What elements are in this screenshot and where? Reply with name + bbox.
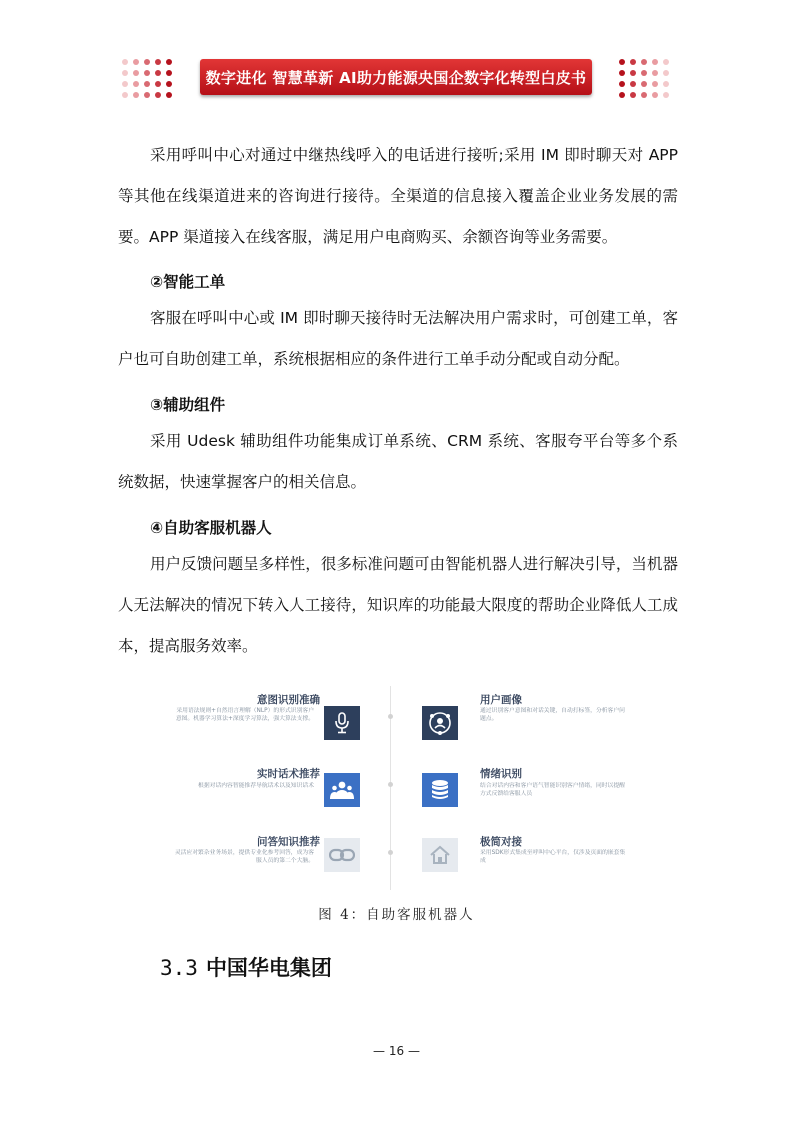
- decorative-dot: [619, 59, 625, 65]
- decorative-dot: [122, 70, 128, 76]
- figure-caption: 图 4：自助客服机器人: [318, 907, 475, 923]
- axis-dot: [388, 850, 393, 855]
- decorative-dot: [155, 81, 161, 87]
- decorative-dot: [630, 92, 636, 98]
- page-number: — 16 —: [373, 1044, 420, 1058]
- paragraph-aux-components: 采用 Udesk 辅助组件功能集成订单系统、CRM 系统、客服夸平台等多个系统数据，快速掌握客户的相关信息。: [118, 432, 678, 491]
- section-heading: [160, 952, 332, 982]
- decorative-dot: [133, 59, 139, 65]
- decorative-dot: [144, 92, 150, 98]
- paragraph-channels: 采用呼叫中心对通过中继热线呼入的电话进行接听;采用 IM 即时聊天对 APP 等其他在线渠道进来的咨询进行接待。全渠道的信息接入覆盖企业业务发展的需要。APP 渠道接入在线客服，满足用户电商购买、余额咨询等业务需要。: [118, 146, 678, 246]
- feature-icon-box-script: [324, 773, 360, 807]
- decorative-dots-left: [122, 59, 174, 100]
- feature-icon-box-intent: [324, 706, 360, 740]
- decorative-dot: [155, 70, 161, 76]
- header-banner: [200, 59, 592, 95]
- people-group-icon: [330, 780, 354, 800]
- decorative-dot: [166, 81, 172, 87]
- decorative-dot: [122, 59, 128, 65]
- decorative-dot: [630, 81, 636, 87]
- decorative-dot: [144, 81, 150, 87]
- axis-dot: [388, 714, 393, 719]
- decorative-dot: [663, 70, 669, 76]
- link-icon: [329, 848, 355, 862]
- feature-title-script: 实时话术推荐: [257, 768, 320, 780]
- decorative-dot: [133, 92, 139, 98]
- decorative-dot: [144, 70, 150, 76]
- decorative-dot: [652, 92, 658, 98]
- decorative-dots-right: [619, 59, 671, 100]
- decorative-dot: [641, 81, 647, 87]
- database-icon: [431, 779, 449, 801]
- decorative-dot: [663, 92, 669, 98]
- feature-title-integration: 极简对接: [480, 836, 522, 848]
- decorative-dot: [144, 59, 150, 65]
- feature-desc-profile: 通过识别客户意图和对话关键，自动打标签，分析客户问题点。: [480, 708, 625, 722]
- decorative-dot: [155, 59, 161, 65]
- feature-title-intent: 意图识别准确: [257, 694, 320, 706]
- feature-icon-box-knowledge: [324, 838, 360, 872]
- heading-self-service-robot: ④自助客服机器人: [150, 519, 272, 537]
- heading-aux-components: ③辅助组件: [150, 396, 226, 414]
- feature-desc-script: 根据对话内容智能推荐导航话术以及知识话术: [198, 783, 314, 789]
- home-icon: [429, 845, 451, 865]
- paragraph-smart-ticket: 客服在呼叫中心或 IM 即时聊天接待时无法解决用户需求时，可创建工单，客户也可自助创建工单，系统根据相应的条件进行工单手动分配或自动分配。: [118, 309, 678, 368]
- feature-desc-intent: 采用语法规则+自然语言理解（NLP）的形式识别客户意图。机器学习算法+深度学习算法，强大算法支撑。: [175, 708, 314, 722]
- section-title: 中国华电集团: [205, 956, 332, 980]
- decorative-dot: [641, 59, 647, 65]
- header-title: 数字进化 智慧革新 AI助力能源央国企数字化转型白皮书: [205, 68, 587, 87]
- decorative-dot: [641, 92, 647, 98]
- paragraph-self-service-robot: 用户反馈问题呈多样性，很多标准问题可由智能机器人进行解决引导，当机器人无法解决的情况下转入人工接待，知识库的功能最大限度的帮助企业降低人工成本，提高服务效率。: [118, 555, 678, 655]
- decorative-dot: [663, 59, 669, 65]
- decorative-dot: [122, 92, 128, 98]
- feature-icon-box-emotion: [422, 773, 458, 807]
- section-number: 3.3: [160, 956, 198, 980]
- decorative-dot: [652, 59, 658, 65]
- feature-desc-integration: 采用SDK形式集成至呼叫中心平台，仅涉及页面的嵌套集成: [480, 850, 626, 864]
- network-user-icon: [428, 711, 452, 735]
- decorative-dot: [641, 70, 647, 76]
- decorative-dot: [619, 70, 625, 76]
- feature-desc-knowledge: 灵活应对繁杂业务场景，提供专业化参考回答，成为客服人员的第二个大脑。: [174, 850, 314, 864]
- page-header: [0, 55, 793, 99]
- decorative-dot: [133, 81, 139, 87]
- decorative-dot: [122, 81, 128, 87]
- decorative-dot: [619, 81, 625, 87]
- feature-title-emotion: 情绪识别: [480, 768, 522, 780]
- feature-icon-box-profile: [422, 706, 458, 740]
- decorative-dot: [630, 59, 636, 65]
- decorative-dot: [166, 70, 172, 76]
- decorative-dot: [652, 81, 658, 87]
- robot-feature-figure: [162, 686, 634, 890]
- decorative-dot: [166, 92, 172, 98]
- feature-desc-emotion: 结合对话内容和客户语气智能识别客户情绪，同时以提醒方式反馈给客服人员: [480, 783, 625, 797]
- decorative-dot: [166, 59, 172, 65]
- feature-icon-box-integration: [422, 838, 458, 872]
- decorative-dot: [630, 70, 636, 76]
- decorative-dot: [619, 92, 625, 98]
- feature-title-knowledge: 问答知识推荐: [257, 836, 320, 848]
- axis-dot: [388, 782, 393, 787]
- decorative-dot: [663, 81, 669, 87]
- decorative-dot: [155, 92, 161, 98]
- decorative-dot: [652, 70, 658, 76]
- heading-smart-ticket: ②智能工单: [150, 273, 226, 291]
- feature-title-profile: 用户画像: [480, 694, 522, 706]
- microphone-icon: [333, 712, 351, 734]
- decorative-dot: [133, 70, 139, 76]
